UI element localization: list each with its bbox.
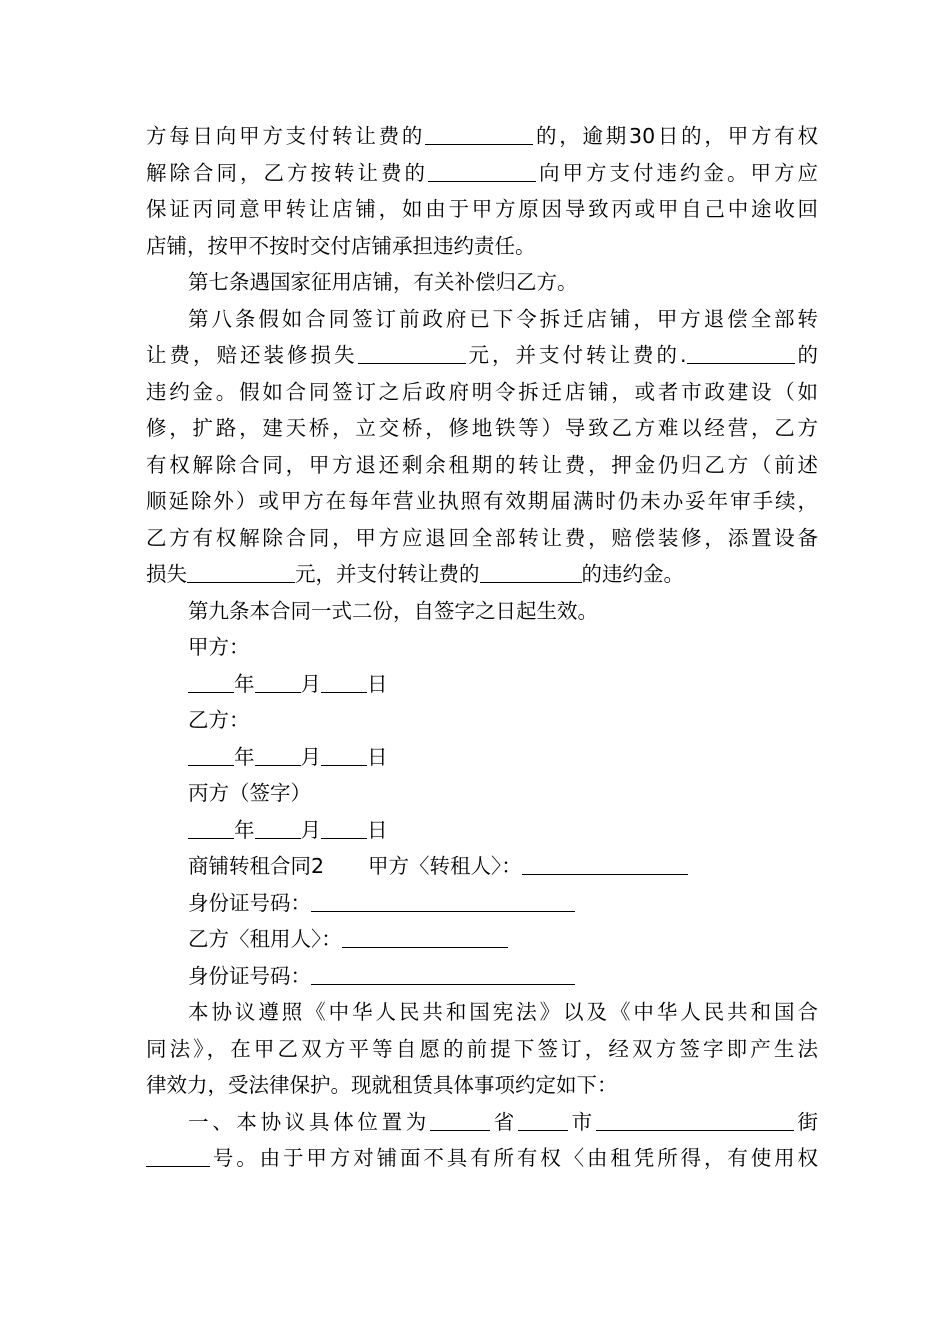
year-blank [188,671,234,693]
day-blank [321,744,367,766]
lessor-blank [522,854,688,876]
party-b-date: 年 月 日 [146,739,818,776]
month-blank [255,817,301,839]
blank-field [425,124,533,146]
location-line: 一、本协议具体位置为 省 市 街 [188,1109,819,1134]
id-number-line: 身份证号码： [146,885,818,922]
blank-field [428,160,536,182]
text-line: 顺延除外）或甲方在每年营业执照有效期届满时仍未办妥年审手续， [146,489,818,513]
text-line: 保证丙同意甲转让店铺，如由于甲方原因导致丙或甲自己中途收回 [146,197,818,221]
text-line: 方每日向甲方支付转让费的 的，逾期30日的，甲方有权 [146,124,818,148]
party-c-date: 年 月 日 [146,812,818,849]
text-line: 号。由于甲方对铺面不具有所有权〈由租凭所得，有使用权 [146,1140,818,1177]
contract-2-heading: 商铺转租合同2 甲方〈转租人〉： [146,848,818,885]
year-blank [188,744,234,766]
party-a-label: 甲方： [188,635,250,659]
id-blank [311,963,575,985]
day-blank [321,671,367,693]
party-a-date: 年 月 日 [146,666,818,703]
blank-field [187,562,295,584]
article-8: 第八条假如合同签订前政府已下令拆迁店铺，甲方退偿全部转 [188,306,818,331]
province-blank [430,1109,490,1131]
party-b-label: 乙方： [188,708,250,732]
blank-field [480,562,582,584]
id-blank [311,890,575,912]
month-blank [255,671,301,693]
text-line: 店铺，按甲不按时交付店铺承担违约责任。 [146,233,536,258]
blank-field [358,343,466,365]
month-blank [255,744,301,766]
id-number-line: 身份证号码： [146,958,818,995]
text-line: 有权解除合同，甲方退还剩余租期的转让费，押金仍归乙方（前述 [146,452,818,477]
text-line: 损失 元，并支付转让费的 的违约金。 [146,562,684,586]
text-line: 律效力，受法律保护。现就租赁具体事项约定如下： [146,1073,618,1097]
text-line: 让费，赔还装修损失 元，并支付转让费的. 的 [146,343,819,367]
street-blank [596,1109,794,1131]
lessee-line: 乙方〈租用人〉： [146,921,818,958]
number-blank [146,1146,210,1168]
text-line: 同法》，在甲乙双方平等自愿的前提下签订，经双方签字即产生法 [146,1036,818,1061]
text-line: 解除合同，乙方按转让费的 向甲方支付违约金。甲方应 [146,160,818,185]
text-line: 本协议遵照《中华人民共和国宪法》以及《中华人民共和国合 [188,1000,818,1024]
year-blank [188,817,234,839]
lessee-blank [342,927,508,949]
article-7: 第七条遇国家征用店铺，有关补偿归乙方。 [188,270,578,294]
day-blank [321,817,367,839]
city-blank [518,1109,568,1131]
blank-field [687,343,795,365]
party-c-label: 丙方（签字） [188,781,311,805]
text-line: 违约金。假如合同签订之后政府明令拆迁店铺，或者市政建设（如 [146,379,818,404]
text-line: 修，扩路，建天桥，立交桥，修地铁等）导致乙方难以经营，乙方 [146,416,818,440]
article-9: 第九条本合同一式二份，自签字之日起生效。 [188,598,598,623]
text-line: 乙方有权解除合同，甲方应退回全部转让费，赔偿装修，添置设备 [146,525,818,550]
document-page [146,118,818,1177]
